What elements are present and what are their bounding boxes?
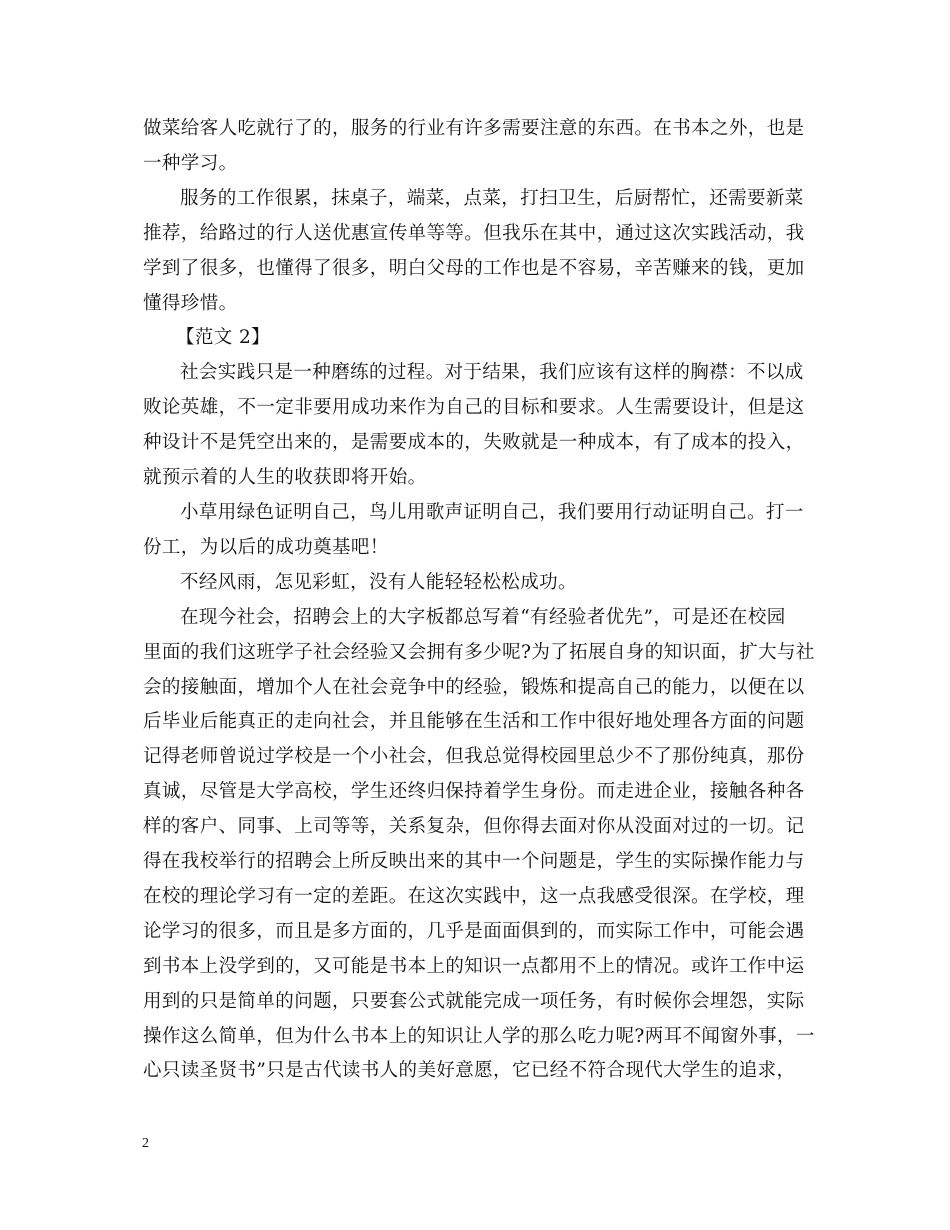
text-line: 推荐，给路过的行人送优惠宣传单等等。但我乐在其中，通过这次实践活动，我 [143,222,805,244]
text-line: 真诚，尽管是大学高校，学生还终归保持着学生身份。而走进企业，接触各种各 [143,781,805,803]
text-line: 心只读圣贤书”只是古代读书人的美好意愿，它已经不符合现代大学生的追求， [143,1060,796,1082]
text-line: 得在我校举行的招聘会上所反映出来的其中一个问题是，学生的实际操作能力与 [143,851,805,873]
text-line: 记得老师曾说过学校是一个小社会，但我总觉得校园里总少不了那份纯真，那份 [143,746,805,768]
text-line: 小草用绿色证明自己，鸟儿用歌声证明自己，我们要用行动证明自己。打一 [180,501,804,523]
section-heading: 【范文 2】 [176,327,271,349]
text-line: 败论英雄，不一定非要用成功来作为自己的目标和要求。人生需要设计，但是这 [143,397,805,419]
text-line: 不经风雨，怎见彩虹，没有人能轻轻松松成功。 [180,571,577,593]
paragraph [143,356,809,496]
document-body [143,112,815,1089]
text-line: 做菜给客人吃就行了的，服务的行业有许多需要注意的东西。在书本之外，也是 [143,118,805,139]
text-line: 到书本上没学到的，又可能是书本上的知识一点都用不上的情况。或许工作中运 [143,955,805,977]
paragraph [143,566,809,601]
text-line: 一种学习。 [143,152,238,174]
text-line: 种设计不是凭空出来的，是需要成本的，失败就是一种成本，有了成本的投入， [143,432,805,454]
text-line: 样的客户、同事、上司等等，关系复杂，但你得去面对你从没面对过的一切。记 [143,816,805,838]
text-line: 社会实践只是一种磨练的过程。对于结果，我们应该有这样的胸襟：不以成 [180,362,804,384]
paragraph [143,112,809,182]
page-number: 2 [142,1136,149,1151]
paragraph [143,601,815,1090]
paragraph [143,496,809,566]
text-line: 用到的只是简单的问题，只要套公式就能完成一项任务，有时候你会埋怨，实际 [143,990,805,1012]
text-line: 学到了很多，也懂得了很多，明白父母的工作也是不容易，辛苦赚来的钱，更加 [143,257,805,279]
paragraph [143,182,809,322]
text-line: 就预示着的人生的收获即将开始。 [143,467,427,489]
text-line: 在现今社会，招聘会上的大字板都总写着“有经验者优先”，可是还在校园 [180,606,786,628]
text-line: 里面的我们这班学子社会经验又会拥有多少呢?为了拓展自身的知识面，扩大与社 [143,641,815,663]
text-line: 懂得珍惜。 [143,292,238,314]
text-line: 份工，为以后的成功奠基吧！ [143,536,389,558]
text-line: 会的接触面，增加个人在社会竞争中的经验，锻炼和提高自己的能力，以便在以 [143,676,805,698]
text-line: 操作这么简单，但为什么书本上的知识让人学的那么吃力呢?两耳不闻窗外事，一 [143,1025,815,1047]
text-line: 后毕业后能真正的走向社会，并且能够在生活和工作中很好地处理各方面的问题 [143,711,805,733]
text-line: 服务的工作很累，抹桌子，端菜，点菜，打扫卫生，后厨帮忙，还需要新菜 [180,187,804,209]
text-line: 论学习的很多，而且是多方面的，几乎是面面俱到的，而实际工作中，可能会遇 [143,920,805,942]
text-line: 在校的理论学习有一定的差距。在这次实践中，这一点我感受很深。在学校，理 [143,885,805,907]
